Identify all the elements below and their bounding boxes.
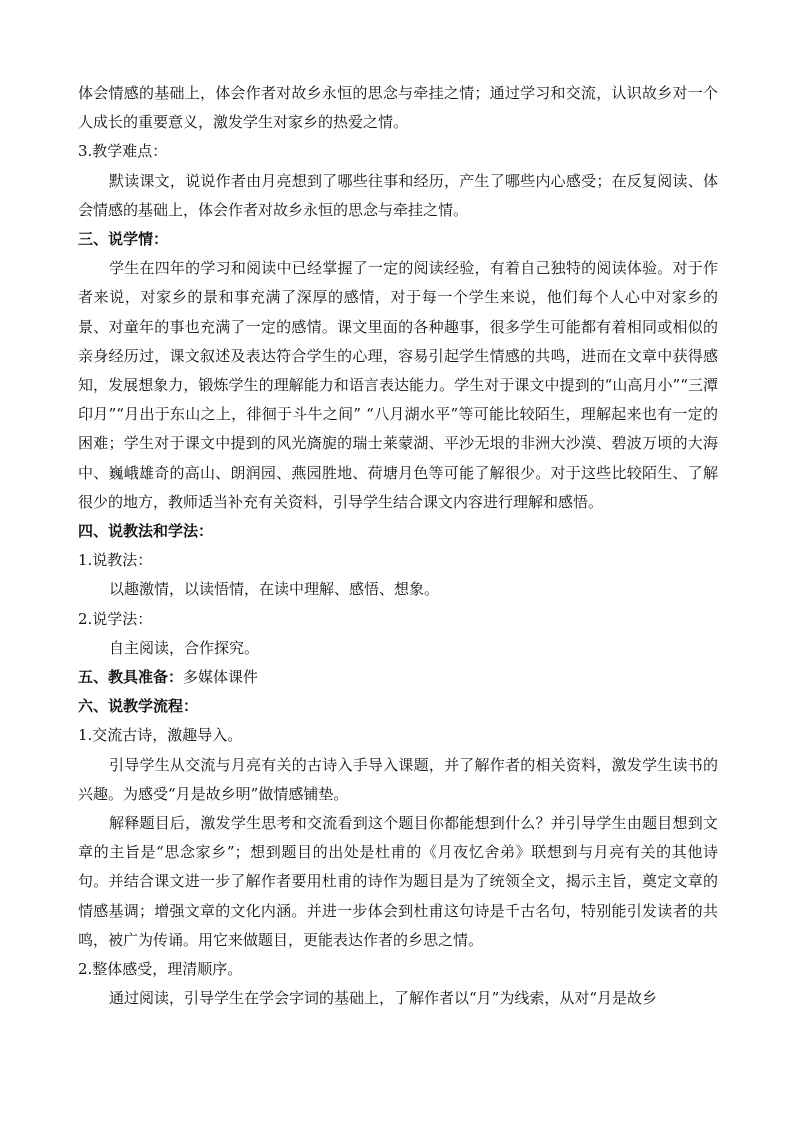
heading-materials — [78, 663, 718, 692]
item-teaching-method-title: 1.说教法： — [78, 551, 153, 570]
step-1-paragraph-1: 引导学生从交流与月亮有关的古诗入手导入课题，并了解作者的相关资料，激发学生读书的兴趣。为感受“月是故乡明”做情感铺垫。 — [78, 755, 718, 803]
step-2-paragraph-1: 通过阅读，引导学生在学会字词的基础上，了解作者以“月”为线索，从对“月是故乡 — [109, 989, 658, 1008]
item-learning-method-title: 2.说学法： — [78, 609, 153, 628]
paragraph-learning-method: 自主阅读，合作探究。 — [109, 638, 260, 657]
document-page — [78, 79, 718, 1014]
step-2-title: 2.整体感受，理清顺序。 — [78, 960, 243, 979]
heading-materials-label: 五、教具准备： — [78, 668, 184, 687]
heading-teaching-process: 六、说教学流程： — [78, 697, 199, 716]
materials-text: 多媒体课件 — [183, 668, 259, 687]
paragraph-student-analysis: 学生在四年的学习和阅读中已经掌握了一定的阅读经验，有着自己独特的阅读体验。对于作者来说，对家乡的景和事充满了深厚的感情，对于每一个学生来说，他们每个人心中对家乡的景、对童年的事也充满了一定的感情。课文里面的各种趣事，很多学生可能都有着相同或相似的亲身经历过，课文叙述及表达符合学生的心理，容易引起学生情感的共鸣，进而在文章中获得感知，发展想象力，锻炼学生的理解能力和语言表达能力。学生对于课文中提到的“山高月小”“三潭印月”“月出于东山之上，徘徊于斗牛之间” “八月湖水平”等可能比较陌生，理解起来也有一定的困难；学生对于课文中提到的风光旖旎的瑞士莱蒙湖、平沙无垠的非洲大沙漠、碧波万顷的大海中、巍峨雄奇的高山、朗润园、燕园胜地、荷塘月色等可能了解很少。对于这些比较陌生、了解很少的地方，教师适当补充有关资料，引导学生结合课文内容进行理解和感悟。 — [78, 259, 718, 511]
paragraph-difficulty: 默读课文，说说作者由月亮想到了哪些往事和经历，产生了哪些内心感受；在反复阅读、体会情感的基础上，体会作者对故乡永恒的思念与牵挂之情。 — [78, 171, 718, 219]
step-1-title: 1.交流古诗，激趣导入。 — [78, 726, 243, 745]
paragraph-teaching-method: 以趣激情，以读悟情，在读中理解、感悟、想象。 — [109, 580, 440, 599]
heading-student-analysis: 三、说学情： — [78, 230, 169, 249]
heading-methods: 四、说教法和学法： — [78, 522, 214, 541]
paragraph-objectives-cont: 体会情感的基础上，体会作者对故乡永恒的思念与牵挂之情；通过学习和交流，认识故乡对一个人成长的重要意义，激发学生对家乡的热爱之情。 — [78, 84, 718, 132]
step-1-paragraph-2: 解释题目后，激发学生思考和交流看到这个题目你都能想到什么？并引导学生由题目想到文章的主旨是“思念家乡”；想到题目的出处是杜甫的《月夜忆舍弟》联想到与月亮有关的其他诗句。并结合课文进一步了解作者要用杜甫的诗作为题目是为了统领全文，揭示主旨，奠定文章的情感基调；增强文章的文化内涵。并进一步体会到杜甫这句诗是千古名句，特别能引发读者的共鸣，被广为传诵。用它来做题目，更能表达作者的乡思之情。 — [78, 814, 718, 949]
item-difficulty-title: 3.教学难点： — [78, 142, 168, 161]
